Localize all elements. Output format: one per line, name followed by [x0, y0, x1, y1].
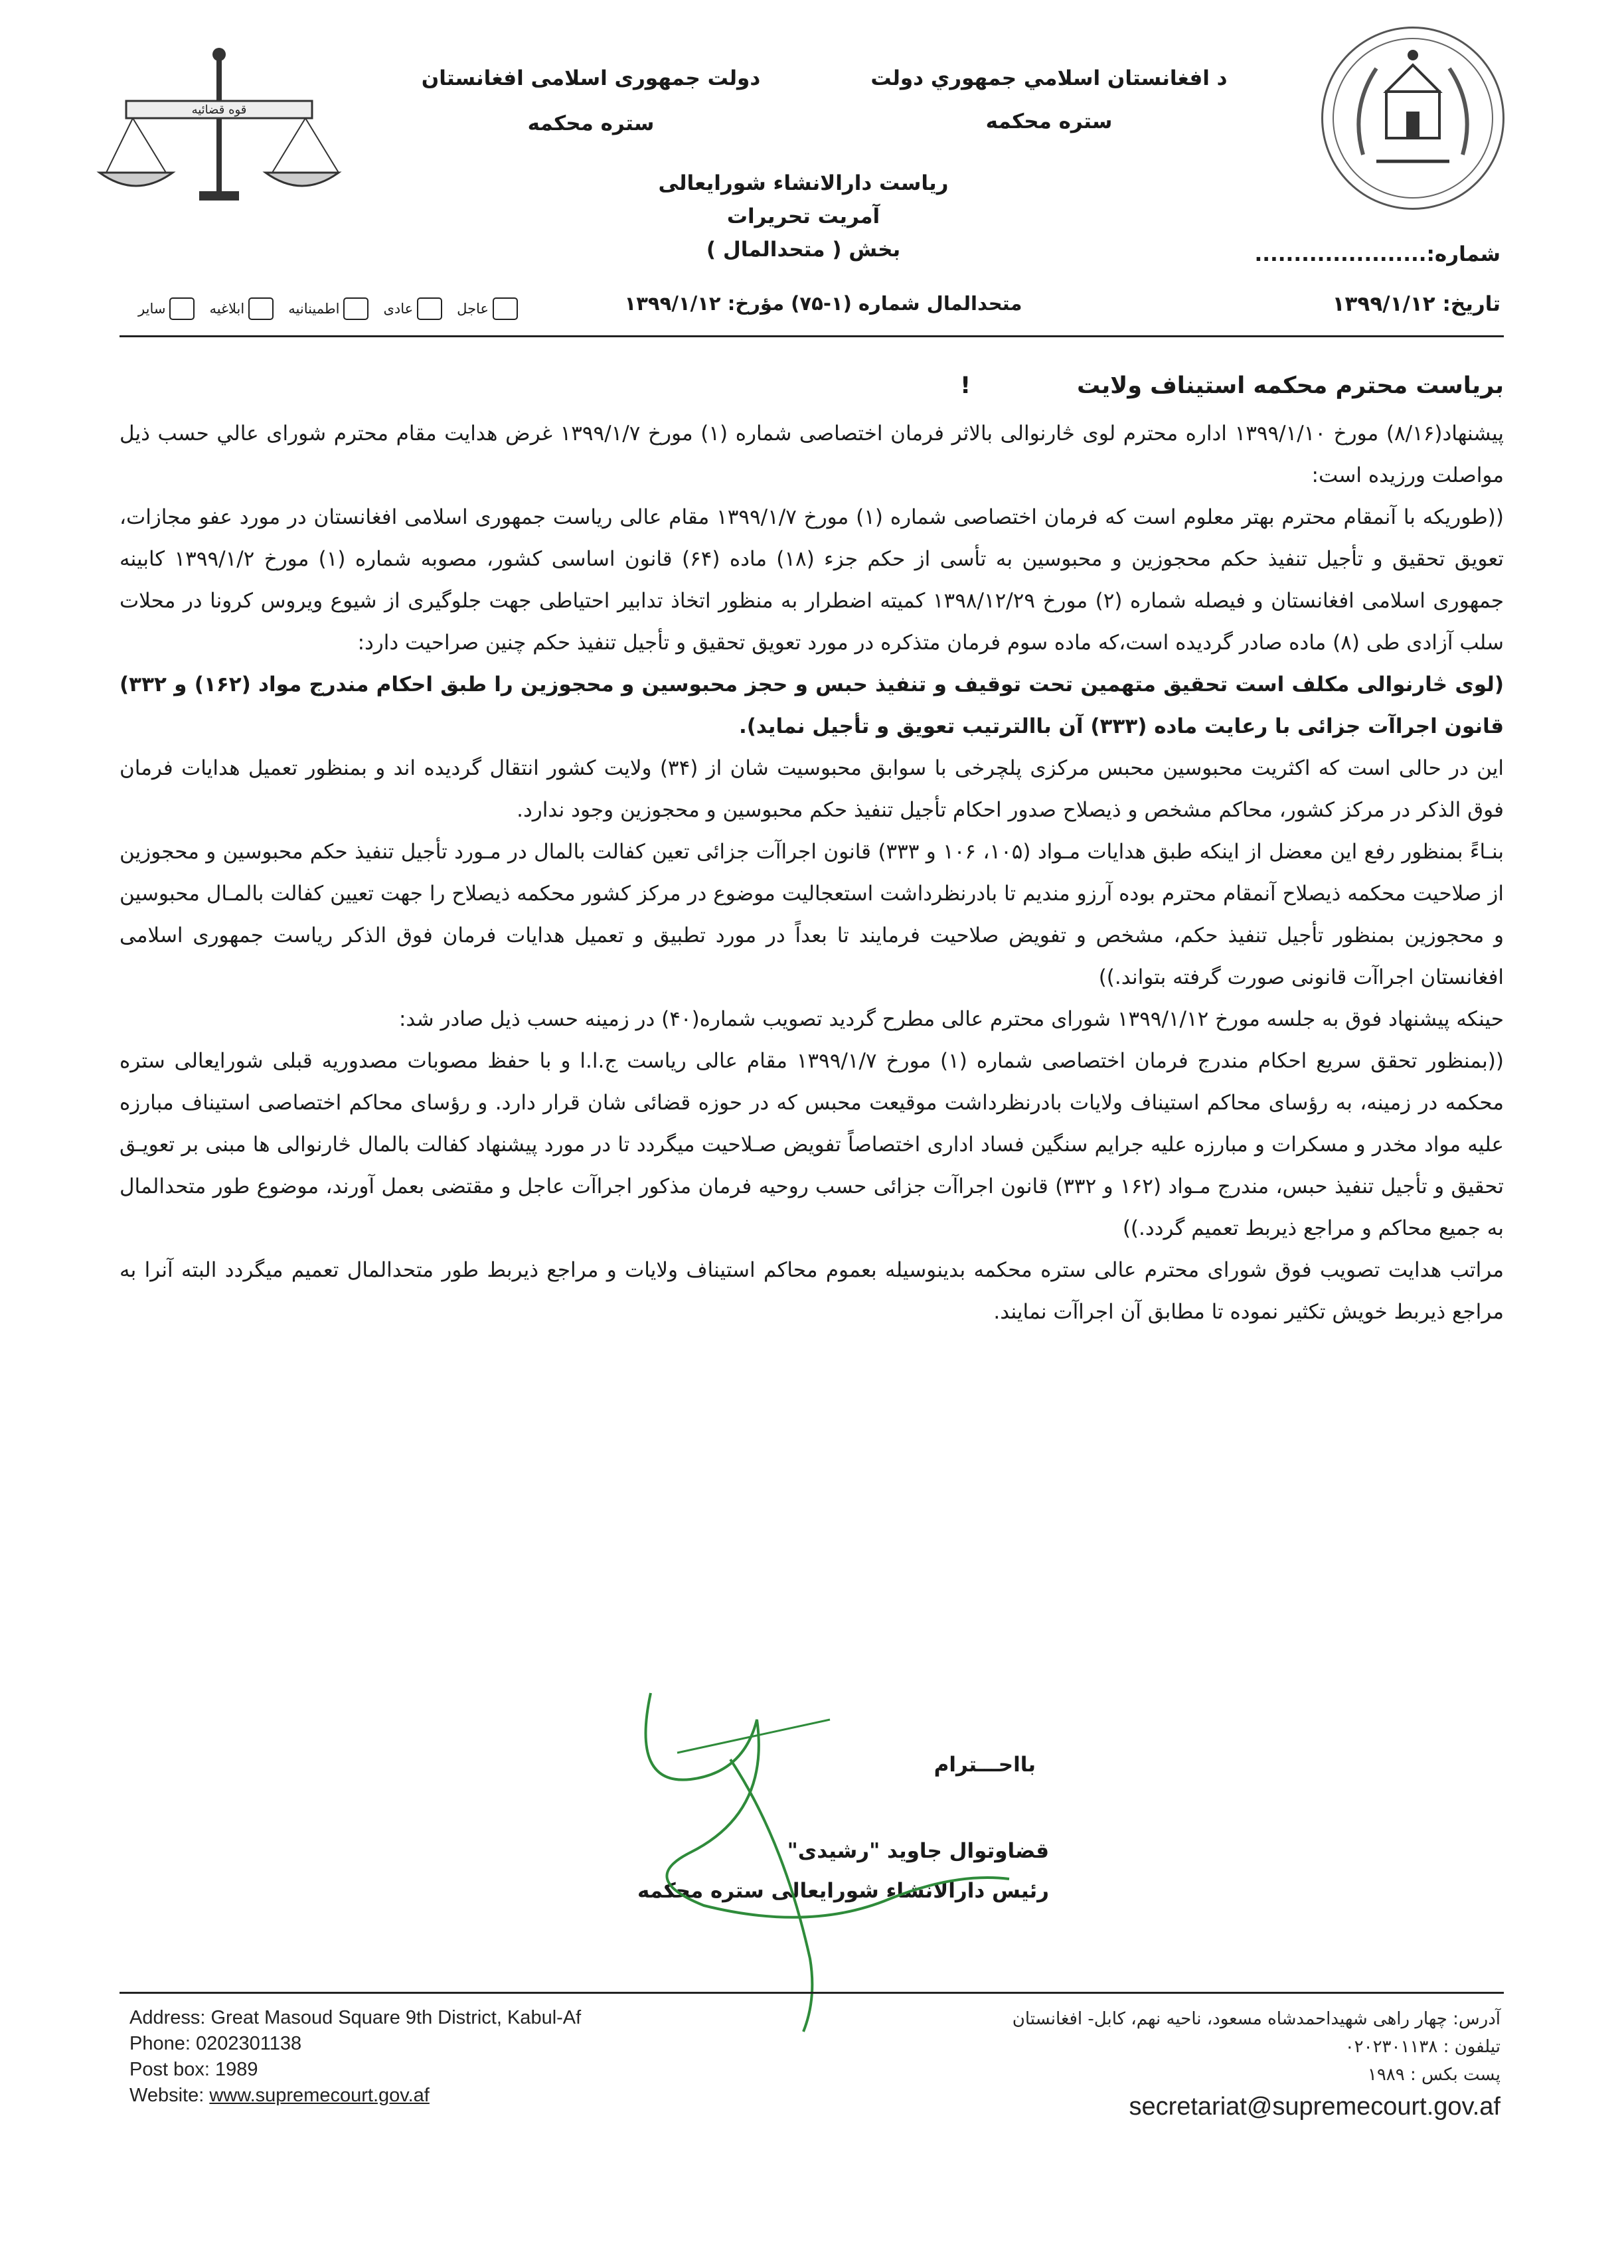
checkbox-icon[interactable]: [493, 297, 518, 320]
paragraph-7: ((بمنظور تحقق سریع احکام مندرج فرمان اختصاصی شماره (۱) مورخ ۱۳۹۹/۱/۷ مقام عالی ریاست ج.ا.ا و با حفظ مصوبات مصدوریه قبلی شورایعالی ستره محکمه در زمینه، به رؤسای محاکم استیناف ولایات بادرنظرداشت موقیعت محبس که در حوزه قضائی شان قرار دارد. و رؤسای محاکم اختصاصی استیناف مبارزه علیه مواد مخدر و مسکرات و مبارزه علیه جرایم سنگین فساد اداری اختصاصاً تفویض صـلاحیت میگردد تا در مورد پیشنهاد کفالت بالمال څارنوالی ها مبنی بر تعویـق تحقیق و تأجیل تنفیذ حبس، مندرج مـواد (۱۶۲ و ۳۳۲) قانون اجراآت جزائی حسب روحیه فرمان مذکور اجراآت عاجل و مقتضی بعمل آورند، موضوع طور متحدالمال به جمیع محاکم و مراجع ذیربط تعمیم گردد.)): [120, 1049, 1504, 1240]
footer-email[interactable]: secretariat@supremecourt.gov.af: [1129, 2093, 1501, 2121]
header-center-line2: آمریت تحریرات: [726, 204, 880, 228]
footer-divider: [120, 1992, 1504, 1994]
priority-notice[interactable]: ابلاغیه: [209, 297, 274, 320]
priority-other[interactable]: سایر: [138, 297, 195, 320]
paragraph-3: (لوی څارنوالی مکلف است تحقیق متهمین تحت توقیف و تنفیذ حبس و حجز محبوسین و محجوزین را طبق احکام مندرج مواد (۱۶۲) و ۳۳۲) قانون اجراآت جزائی با رعایت ماده (۳۳۳) آن باالترتیب تعویق و تأجیل نماید).: [120, 673, 1504, 738]
circular-reference: متحدالمال شماره (۱-۷۵) مؤرخ: ۱۳۹۹/۱/۱۲: [624, 292, 1022, 315]
footer-address-en: Address: Great Masoud Square 9th District, Kabul-Af: [129, 2007, 582, 2028]
signer-name: قضاوتوال جاوید "رشیدی": [787, 1839, 1049, 1863]
header-left-line1: دولت جمهوری اسلامی افغانستان: [421, 66, 761, 90]
paragraph-5: بنـاءً بمنظور رفع این معضل از اینکه طبق هدایات مـواد (۱۰۵، ۱۰۶ و ۳۳۳) قانون اجراآت جزائی تعین کفالت بالمال در مـورد تأجیل تنفیذ حکم محبوسین و محجوزین از صلاحیت محکمه ذیصلاح آنمقام محترم بوده آرزو مندیم تا بادرنظرداشت استعجالیت موضوع در مرکز کشور محکمه ذیصلاح را جهت تعیین کفالت بالمـال محبوسین و محجوزین بمنظور تأجیل تنفیذ حکم، مشخص و تفویض صلاحیت فرمایند تا بعداً در مورد تطبیق و تعمیل هدایات فرمان فوق الذکر ریاست جمهوری اسلامی افغانستان اجراآت قانونی صورت گرفته بتواند.)): [120, 840, 1504, 989]
date-field: تاریخ: ۱۳۹۹/۱/۱۲: [1332, 292, 1501, 316]
footer-phone-en: Phone: 0202301138: [129, 2033, 302, 2054]
header-center-line1: ریاست دارالانشاء شورایعالی: [658, 171, 949, 195]
footer-postbox-fa: پست بکس : ۱۹۸۹: [1367, 2065, 1501, 2085]
salutation: بریاست محترم محکمه استیناف ولایت: [1076, 372, 1504, 399]
footer-address-fa: آدرس: چهار راهی شهیداحمدشاه مسعود، ناحیه نهم، کابل- افغانستان: [1012, 2009, 1501, 2029]
signature-icon: [611, 1680, 1022, 2038]
checkbox-icon[interactable]: [169, 297, 195, 320]
letter-body: [120, 365, 1504, 1333]
footer-phone-fa: تیلفون : ۰۲۰۲۳۰۱۱۳۸: [1344, 2037, 1501, 2057]
header-right-line2: ستره محکمه: [985, 110, 1113, 133]
priority-normal[interactable]: عادی: [383, 297, 442, 320]
number-field: شماره:......................: [1254, 242, 1501, 266]
footer-postbox-en: Post box: 1989: [129, 2059, 258, 2080]
paragraph-6: حینکه پیشنهاد فوق به جلسه مورخ ۱۳۹۹/۱/۱۲ شورای محترم عالی مطرح گردید تصویب شماره(۴۰) در زمینه حسب ذیل صادر شد:: [398, 1007, 1504, 1031]
salutation-exclamation: !: [960, 372, 971, 399]
checkbox-icon[interactable]: [248, 297, 274, 320]
header-left-line2: ستره محکمه: [527, 112, 655, 135]
priority-checkboxes: [133, 295, 518, 322]
footer-website-row: Website: www.supremecourt.gov.af: [129, 2085, 430, 2106]
checkbox-icon[interactable]: [417, 297, 442, 320]
paragraph-8: مراتب هدایت تصویب فوق شورای محترم عالی ستره محکمه بدینوسیله بعموم محاکم استیناف ولایات و مراجع ذیربط طور متحدالمال تعمیم میگردد البته آنرا به مراجع ذیربط خویش تکثیر نموده تا مطابق آن اجراآت نمایند.: [120, 1258, 1504, 1324]
header-divider: [120, 335, 1504, 337]
paragraph-2: ((طوریکه با آنمقام محترم بهتر معلوم است که فرمان اختصاصی شماره (۱) مورخ ۱۳۹۹/۱/۷ مقام عالی ریاست جمهوری اسلامی افغانستان در مورد عفو مجازات، تعویق تحقیق و تأجیل تنفیذ حکم محجوزین و محبوسین به تأسی از حکم جزء (۱۸) ماده (۶۴) قانون اساسی کشور، مصوبه شماره (۱) مورخ ۱۳۹۹/۱/۲ کابینه جمهوری اسلامی افغانستان و فیصله شماره (۲) مورخ ۱۳۹۸/۱۲/۲۹ کمیته اضطرار به منظور اتخاذ تدابیر احتیاطی جهت جلوگیری از شیوع ویروس کرونا در محلات سلب آزادی طی (۸) ماده صادر گردیده است،که ماده سوم فرمان متذکره در مورد تعویق تحقیق و تأجیل تنفیذ حکم چنین صراحیت دارد:: [120, 505, 1504, 655]
website-link[interactable]: www.supremecourt.gov.af: [209, 2085, 430, 2106]
footer-contact-fa: [863, 2005, 1501, 2121]
paragraph-4: این در حالی است که اکثریت محبوسین محبس مرکزی پلچرخی با سوابق محبوسیت شان از (۳۴) ولایت کشور انتقال گردیده اند و بمنظور تعمیل هدایات فرمان فوق الذکر در مرکز کشور، محاکم مشخص و ذیصلاح صدور احکام تأجیل تنفیذ حکم محبوسین و محجوزین وجود ندارد.: [120, 756, 1504, 822]
header-center-line3: بخش ( متحدالمال ): [706, 238, 901, 262]
scales-banner-text: قوه قضائیه: [191, 103, 247, 117]
footer-contact-en: [129, 2005, 727, 2109]
priority-urgent[interactable]: عاجل: [457, 297, 518, 320]
justice-scales-icon: [93, 40, 345, 212]
priority-assurance[interactable]: اطمینانیه: [288, 297, 368, 320]
afghanistan-emblem-icon: [1321, 27, 1504, 210]
regards: بااحـــترام: [934, 1753, 1036, 1777]
paragraph-1: پیشنهاد(۸/۱۶) مورخ ۱۳۹۹/۱/۱۰ اداره محترم لوی څارنوالی بالاثر فرمان اختصاصی شماره (۱) مورخ ۱۳۹۹/۱/۷ غرض هدایت مقام محترم شورای عالي حسب ذیل مواصلت ورزیده است:: [120, 422, 1504, 487]
signer-title: رئیس دارالانشاء شورایعالی ستره محکمه: [637, 1879, 1049, 1903]
header-right-line1: د افغانستان اسلامي جمهوري دولت: [870, 66, 1228, 90]
checkbox-icon[interactable]: [343, 297, 368, 320]
